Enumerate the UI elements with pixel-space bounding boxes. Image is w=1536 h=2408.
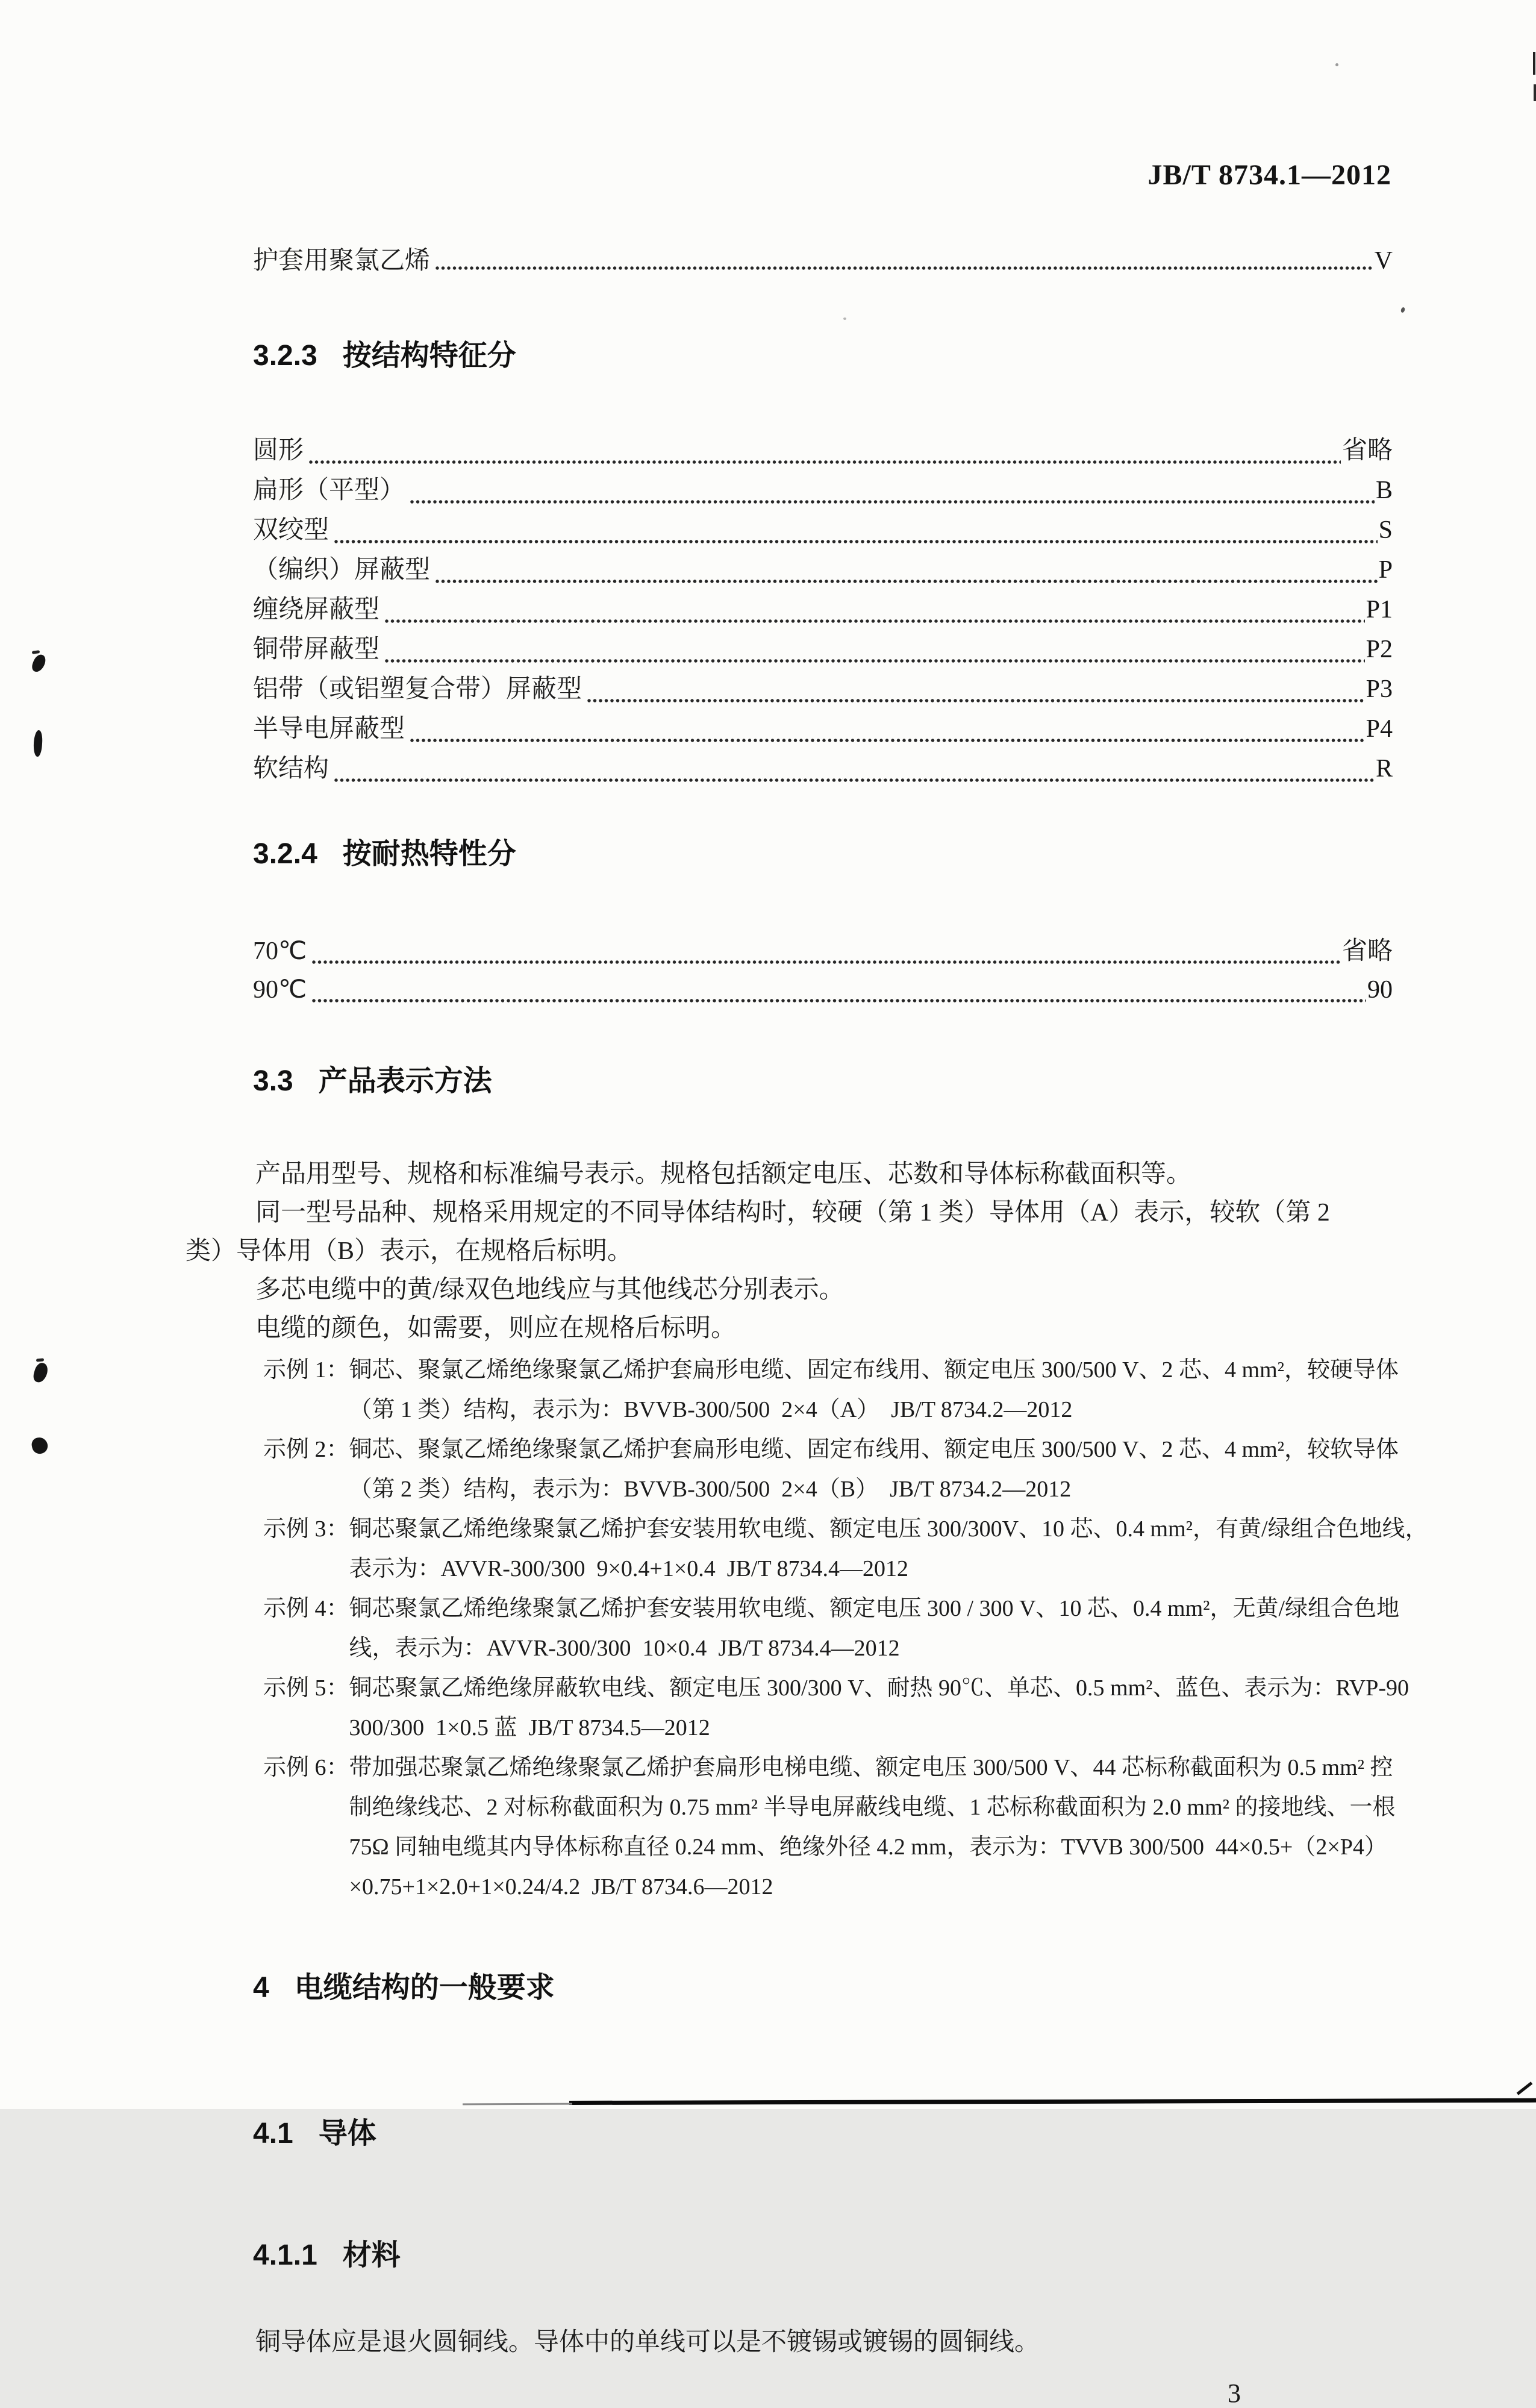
section-heading-4-1 bbox=[205, 2083, 1393, 2184]
example-label: 示例 2： bbox=[263, 1437, 349, 1462]
paragraph-line: 同一型号品种、规格采用规定的不同导体结构时，较硬（第 1 类）导体用（A）表示，较软（第 2 bbox=[255, 1199, 1330, 1227]
list-item-code: P bbox=[1378, 556, 1393, 584]
dot-leader bbox=[334, 777, 1375, 783]
material-paragraph: 铜导体应是退火圆铜线。导体中的单线可以是不镀锡或镀锡的圆铜线。 bbox=[255, 2328, 1040, 2356]
section-title: 按结构特征分 bbox=[342, 340, 516, 372]
section-number: 4 bbox=[253, 1972, 269, 2004]
ink-blot-artifact bbox=[30, 1436, 49, 1456]
example-5 bbox=[205, 1668, 1410, 1748]
example-label: 示例 1： bbox=[263, 1357, 349, 1383]
list-item-label: 软结构 bbox=[253, 755, 329, 783]
example-line: 300/300 1×0.5 蓝 JB/T 8734.5—2012 bbox=[349, 1715, 710, 1740]
scan-speck bbox=[1400, 307, 1406, 313]
dot-leader bbox=[334, 539, 1378, 545]
list-item-code: R bbox=[1375, 755, 1393, 783]
list-item bbox=[205, 971, 1393, 1009]
paragraph-line: 类）导体用（B）表示，在规格后标明。 bbox=[186, 1237, 633, 1265]
list-item-label: 铜带屏蔽型 bbox=[253, 636, 380, 663]
list-item-code: P4 bbox=[1366, 715, 1393, 743]
example-6 bbox=[205, 1748, 1396, 1907]
example-line: 线，表示为：AVVR-300/300 10×0.4 JB/T 8734.4—2012 bbox=[349, 1636, 900, 1661]
example-line: （第 1 类）结构，表示为：BVVB-300/500 2×4（A） JB/T 8734.2—2012 bbox=[349, 1397, 1073, 1422]
example-line: 铜芯、聚氯乙烯绝缘聚氯乙烯护套扁形电缆、固定布线用、额定电压 300/500 V、2 芯、4 mm²，较软导体 bbox=[349, 1437, 1399, 1462]
section-heading-3-2-4 bbox=[205, 804, 1393, 905]
toc-item-code: V bbox=[1374, 247, 1393, 275]
doc-code-header: JB/T 8734.1—2012 bbox=[1147, 159, 1391, 191]
list-item bbox=[205, 630, 1393, 669]
dot-leader bbox=[435, 265, 1373, 271]
example-line: 铜芯、聚氯乙烯绝缘聚氯乙烯护套扁形电缆、固定布线用、额定电压 300/500 V、2 芯、4 mm²，较硬导体 bbox=[349, 1357, 1399, 1383]
scan-edge-dash bbox=[1533, 52, 1535, 75]
paragraph-line: 电缆的颜色，如需要，则应在规格后标明。 bbox=[255, 1315, 737, 1342]
ink-blot-artifact bbox=[33, 730, 43, 757]
list-item-label: 半导电屏蔽型 bbox=[253, 715, 405, 743]
list-item bbox=[205, 709, 1393, 749]
example-line: 75Ω 同轴电缆其内导体标称直径 0.24 mm、绝缘外径 4.2 mm，表示为：TVVB 300/500 44×0.5+（2×P4） bbox=[349, 1834, 1387, 1860]
list-item-label: 扁形（平型） bbox=[253, 477, 405, 504]
scan-edge-dash bbox=[1534, 84, 1536, 101]
example-label: 示例 5： bbox=[263, 1675, 349, 1701]
example-1 bbox=[205, 1350, 1399, 1430]
paragraph-line: 产品用型号、规格和标准编号表示。规格包括额定电压、芯数和导体标称截面积等。 bbox=[255, 1160, 1192, 1188]
dot-leader bbox=[308, 459, 1341, 465]
section-heading-4-1-1 bbox=[205, 2205, 1393, 2306]
list-item-label: 圆形 bbox=[253, 437, 304, 464]
section-number: 4.1 bbox=[253, 2118, 293, 2150]
section-heading-3-2-3 bbox=[205, 305, 1393, 407]
list-item bbox=[205, 669, 1393, 709]
example-text bbox=[349, 1350, 1399, 1430]
scan-speck bbox=[1335, 63, 1338, 66]
example-line: 表示为：AVVR-300/300 9×0.4+1×0.4 JB/T 8734.4—2012 bbox=[349, 1556, 909, 1581]
section-number: 3.2.3 bbox=[253, 340, 317, 372]
example-label: 示例 3： bbox=[263, 1516, 349, 1542]
list-item bbox=[205, 510, 1393, 550]
ink-blot-artifact bbox=[30, 653, 47, 674]
denotation-paragraphs bbox=[186, 1155, 1393, 1348]
section-title: 按耐热特性分 bbox=[342, 838, 516, 870]
list-item bbox=[205, 550, 1393, 590]
dot-leader bbox=[410, 737, 1365, 743]
paragraph-line: 多芯电缆中的黄/绿双色地线应与其他线芯分别表示。 bbox=[255, 1276, 844, 1304]
section-number: 4.1.1 bbox=[253, 2239, 317, 2271]
list-item-code: 省略 bbox=[1341, 937, 1393, 965]
section-heading-4 bbox=[205, 1937, 1393, 2039]
scan-speck bbox=[843, 317, 846, 320]
list-item-label: 双绞型 bbox=[253, 516, 329, 544]
list-item-label: 铝带（或铝塑复合带）屏蔽型 bbox=[253, 675, 582, 703]
section-title: 导体 bbox=[318, 2118, 376, 2150]
section-title: 电缆结构的一般要求 bbox=[294, 1972, 555, 2004]
section-number: 3.3 bbox=[253, 1065, 293, 1097]
ink-dash-artifact bbox=[36, 1358, 44, 1362]
example-line: 铜芯聚氯乙烯绝缘聚氯乙烯护套安装用软电缆、额定电压 300 / 300 V、10 芯、0.4 mm²，无黄/绿组合色地 bbox=[349, 1596, 1400, 1621]
example-text bbox=[349, 1509, 1428, 1589]
section-number: 3.2.4 bbox=[253, 838, 317, 870]
list-item-label: 70℃ bbox=[253, 937, 307, 965]
example-text bbox=[349, 1668, 1410, 1748]
list-item-code: P3 bbox=[1366, 675, 1393, 703]
section-title: 产品表示方法 bbox=[318, 1065, 492, 1097]
list-item bbox=[205, 932, 1393, 971]
scan-edge-line-faint bbox=[463, 2103, 572, 2106]
example-line: 铜芯聚氯乙烯绝缘屏蔽软电线、额定电压 300/300 V、耐热 90℃、单芯、0.5 mm²、蓝色、表示为：RVP-90 bbox=[349, 1675, 1410, 1701]
page-content bbox=[186, 245, 1428, 2408]
section-title: 材料 bbox=[342, 2239, 401, 2271]
list-item-code: 省略 bbox=[1341, 437, 1393, 464]
example-line: 铜芯聚氯乙烯绝缘聚氯乙烯护套安装用软电缆、额定电压 300/300V、10 芯、0.4 mm²，有黄/绿组合色地线， bbox=[349, 1516, 1428, 1542]
ink-dash-artifact bbox=[32, 650, 40, 654]
dot-leader bbox=[384, 658, 1365, 664]
example-line: 制绝缘线芯、2 对标称截面积为 0.75 mm² 半导电屏蔽线电缆、1 芯标称截面积为 2.0 mm² 的接地线、一根 bbox=[349, 1795, 1396, 1820]
structure-classification-list bbox=[205, 431, 1393, 789]
example-text bbox=[349, 1748, 1396, 1907]
list-item-code: B bbox=[1375, 477, 1393, 504]
dot-leader bbox=[311, 998, 1366, 1004]
heat-classification-list bbox=[205, 932, 1393, 1009]
dot-leader bbox=[384, 618, 1365, 624]
list-item bbox=[205, 590, 1393, 630]
dot-leader bbox=[435, 578, 1378, 584]
list-item-code: 90 bbox=[1367, 976, 1393, 1004]
example-line: 带加强芯聚氯乙烯绝缘聚氯乙烯护套扁形电梯电缆、额定电压 300/500 V、44 芯标称截面积为 0.5 mm² 控 bbox=[349, 1755, 1393, 1780]
list-item-label: （编织）屏蔽型 bbox=[253, 556, 431, 584]
example-text bbox=[349, 1430, 1399, 1509]
list-item-code: S bbox=[1378, 516, 1393, 544]
example-label: 示例 6： bbox=[263, 1755, 349, 1780]
list-item-label: 90℃ bbox=[253, 976, 307, 1004]
list-item-code: P1 bbox=[1366, 596, 1393, 624]
toc-item-sheath-pvc bbox=[205, 245, 1393, 277]
example-label: 示例 4： bbox=[263, 1596, 349, 1621]
list-item-label: 缠绕屏蔽型 bbox=[253, 596, 380, 624]
section-heading-3-3 bbox=[205, 1031, 1393, 1132]
example-3 bbox=[205, 1509, 1428, 1589]
example-4 bbox=[205, 1589, 1400, 1668]
example-text bbox=[349, 1589, 1400, 1668]
toc-item-label: 护套用聚氯乙烯 bbox=[253, 247, 431, 275]
dot-leader bbox=[587, 698, 1365, 704]
dot-leader bbox=[311, 959, 1341, 965]
scan-edge-hook bbox=[1517, 2081, 1533, 2095]
list-item bbox=[205, 471, 1393, 510]
list-item-code: P2 bbox=[1366, 636, 1393, 663]
dot-leader bbox=[410, 499, 1375, 505]
example-2 bbox=[205, 1430, 1399, 1509]
page-number: 3 bbox=[1228, 2378, 1241, 2408]
list-item bbox=[205, 749, 1393, 789]
example-line: （第 2 类）结构，表示为：BVVB-300/500 2×4（B） JB/T 8734.2—2012 bbox=[349, 1477, 1072, 1502]
list-item bbox=[205, 431, 1393, 471]
examples-block bbox=[205, 1350, 1428, 1907]
example-line: ×0.75+1×2.0+1×0.24/4.2 JB/T 8734.6—2012 bbox=[349, 1874, 773, 1900]
ink-blot-artifact bbox=[32, 1362, 49, 1384]
